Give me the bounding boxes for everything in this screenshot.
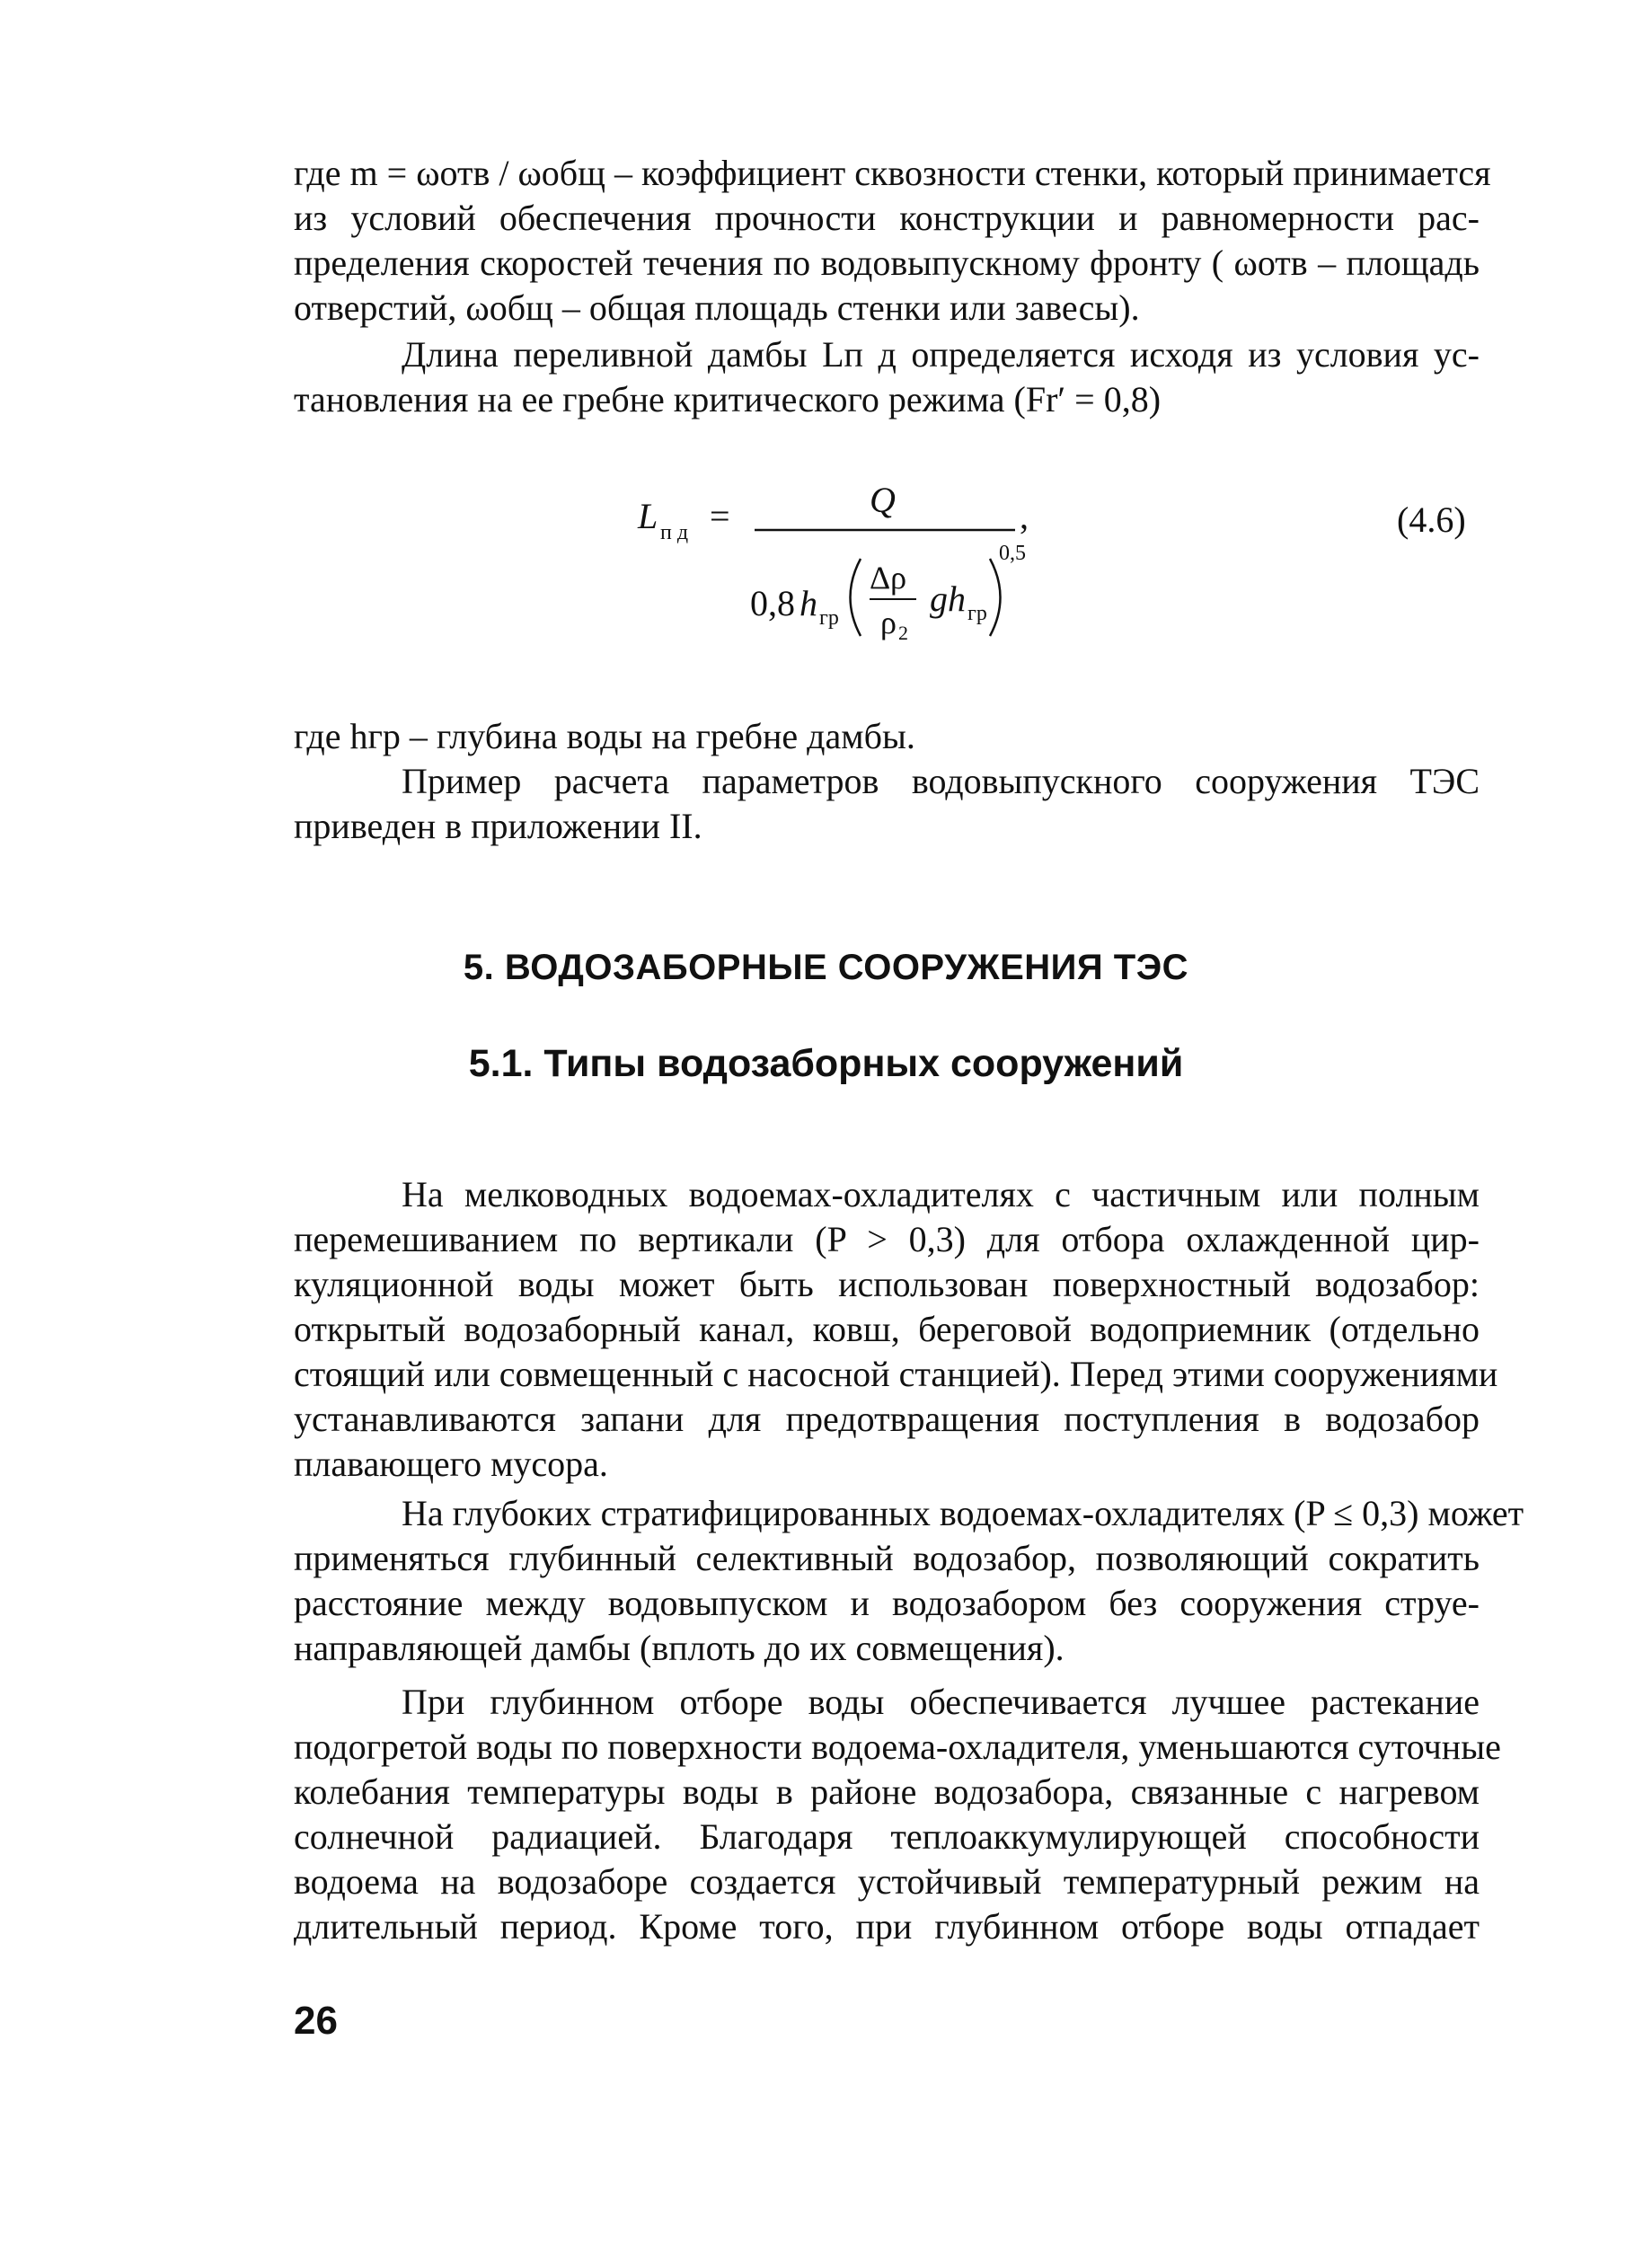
text-line: пределения скоростей течения по водовыпускному фронту ( ωотв – площадь <box>294 243 1480 283</box>
formula-rho2: ρ <box>880 605 897 640</box>
text-line: где m = ωотв / ωобщ – коэффициент сквозности стенки, который принимается <box>294 153 1491 193</box>
text-line: перемешиванием по вертикали (P > 0,3) для отбора охлажденной цир- <box>294 1219 1480 1259</box>
paragraph-deep-reservoirs <box>294 1491 1524 1671</box>
formula-equals: = <box>710 496 730 536</box>
text-line: направляющей дамбы (вплоть до их совмещения). <box>294 1628 1065 1668</box>
subsection-title: 5.1. Типы водозаборных сооружений <box>468 1042 1184 1085</box>
equation-number: (4.6) <box>1397 499 1466 540</box>
right-paren <box>990 559 1001 636</box>
section-title: 5. ВОДОЗАБОРНЫЕ СООРУЖЕНИЯ ТЭС <box>463 948 1189 987</box>
text-line: Пример расчета параметров водовыпускного сооружения ТЭС <box>402 761 1480 801</box>
paragraph-depth <box>294 714 1480 849</box>
formula-gh: gh <box>930 578 966 619</box>
text-line: применяться глубинный селективный водозабор, позволяющий сократить <box>294 1538 1480 1578</box>
paragraph-shallow-reservoirs <box>294 1172 1498 1487</box>
formula-delta-rho: Δρ <box>870 560 907 596</box>
text-line: тановления на ее гребне критического режима (Fr′ = 0,8) <box>294 379 1162 419</box>
text-line: стоящий или совмещенный с насосной станцией). Перед этими сооружениями <box>294 1354 1498 1394</box>
text-line: из условий обеспечения прочности конструкции и равномерности рас- <box>294 198 1480 238</box>
text-line: колебания температуры воды в районе водозабора, связанные с нагревом <box>294 1771 1480 1812</box>
text-line: приведен в приложении II. <box>294 806 702 846</box>
formula-comma: , <box>1020 496 1029 536</box>
formula-exponent: 0,5 <box>999 542 1026 565</box>
formula-rho2-sub: 2 <box>898 622 908 644</box>
formula-numerator: Q <box>870 480 896 520</box>
text-line: длительный период. Кроме того, при глубинном отборе воды отпадает <box>294 1906 1480 1947</box>
text-line: На глубоких стратифицированных водоемах-охладителях (P ≤ 0,3) может <box>402 1493 1524 1533</box>
text-line: куляционной воды может быть использован поверхностный водозабор: <box>294 1264 1480 1304</box>
text-line: открытый водозаборный канал, ковш, береговой водоприемник (отдельно <box>294 1309 1480 1349</box>
left-paren <box>851 559 861 636</box>
text-line: расстояние между водовыпуском и водозабором без сооружения струе- <box>294 1583 1480 1623</box>
formula-h: h <box>799 583 817 623</box>
text-line: водоема на водозаборе создается устойчивый температурный режим на <box>294 1861 1480 1902</box>
page-number: 26 <box>294 1999 338 2043</box>
text-line: плавающего мусора. <box>294 1444 608 1484</box>
formula-lhs: L <box>638 496 658 536</box>
formula-4-6 <box>620 476 1123 674</box>
paragraph-deep-intake <box>294 1680 1501 1949</box>
text-line: На мелководных водоемах-охладителях с частичным или полным <box>402 1174 1480 1214</box>
text-line: Длина переливной дамбы Lп д определяется исходя из условия ус- <box>402 334 1480 375</box>
text-line: подогретой воды по поверхности водоема-охладителя, уменьшаются суточные <box>294 1727 1501 1767</box>
paragraph-dam-length <box>294 332 1480 422</box>
text-line: устанавливаются запани для предотвращения поступления в водозабор <box>294 1399 1480 1439</box>
text-line: отверстий, ωобщ – общая площадь стенки или завесы). <box>294 287 1140 328</box>
formula-lhs-sub: п д <box>660 521 689 544</box>
formula-h-sub: гр <box>819 606 839 630</box>
text-line: где hгр – глубина воды на гребне дамбы. <box>294 716 915 756</box>
text-line: При глубинном отборе воды обеспечивается лучшее растекание <box>402 1682 1480 1722</box>
formula-gh-sub: гр <box>967 602 987 625</box>
formula-coef: 0,8 <box>750 583 795 623</box>
paragraph-coefficient <box>294 151 1491 331</box>
text-line: солнечной радиацией. Благодаря теплоаккумулирующей способности <box>294 1816 1480 1857</box>
